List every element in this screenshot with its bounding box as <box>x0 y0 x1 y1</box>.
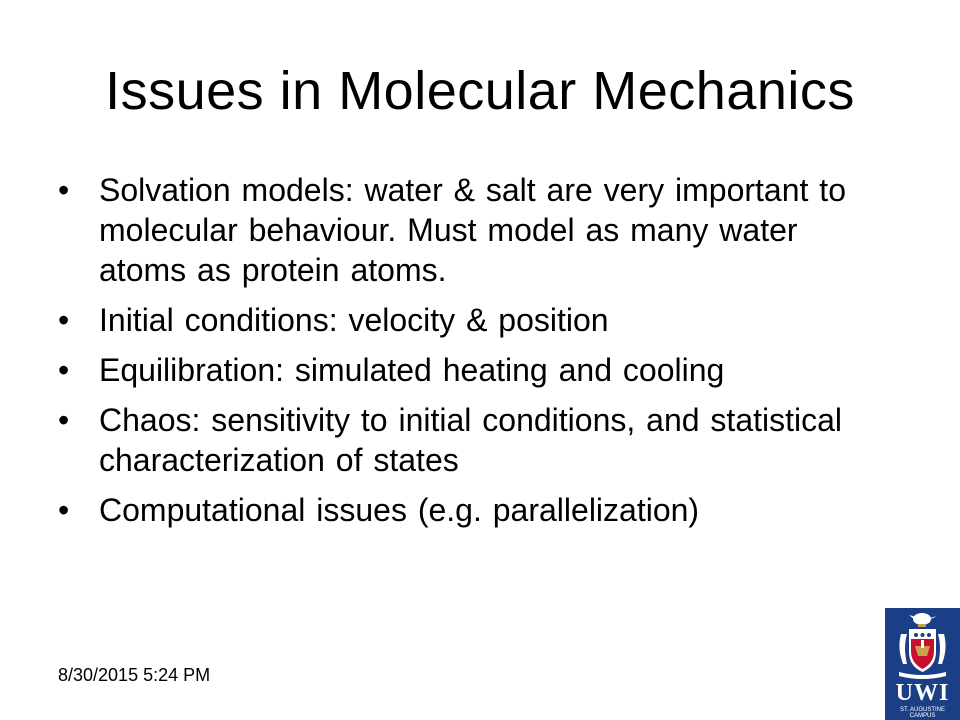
logo-subtitle: ST. AUGUSTINE <box>899 707 945 713</box>
bullet-icon: • <box>58 302 70 338</box>
bullet-text: Solvation models: water & salt are very important to molecular behaviour. Must model as many water atoms as protein atoms. <box>99 172 846 288</box>
uwi-logo <box>885 608 960 720</box>
bullet-icon: • <box>58 492 70 528</box>
bullet-text: Initial conditions: velocity & position <box>99 302 609 338</box>
footer-date: 8/30/2015 5:24 PM <box>58 665 211 685</box>
slide-title: Issues in Molecular Mechanics <box>105 61 855 121</box>
bullet-text: Computational issues (e.g. parallelization) <box>99 492 700 528</box>
bullet-text: Equilibration: simulated heating and cooling <box>99 352 725 388</box>
bullet-item-solvation <box>58 170 858 290</box>
bullet-item-equilibration <box>58 350 858 390</box>
bullet-list <box>58 170 858 540</box>
bullet-item-chaos <box>58 400 858 480</box>
logo-text: UWI <box>895 680 950 706</box>
bullet-item-computational <box>58 490 858 530</box>
bullet-text: Chaos: sensitivity to initial conditions, and statistical characterization of states <box>99 402 843 478</box>
logo-subtitle-campus: CAMPUS <box>909 713 936 719</box>
bullet-icon: • <box>58 402 70 438</box>
bullet-icon: • <box>58 172 70 208</box>
bullet-item-initial-conditions <box>58 300 858 340</box>
bullet-icon: • <box>58 352 70 388</box>
crest-icon <box>885 608 960 680</box>
